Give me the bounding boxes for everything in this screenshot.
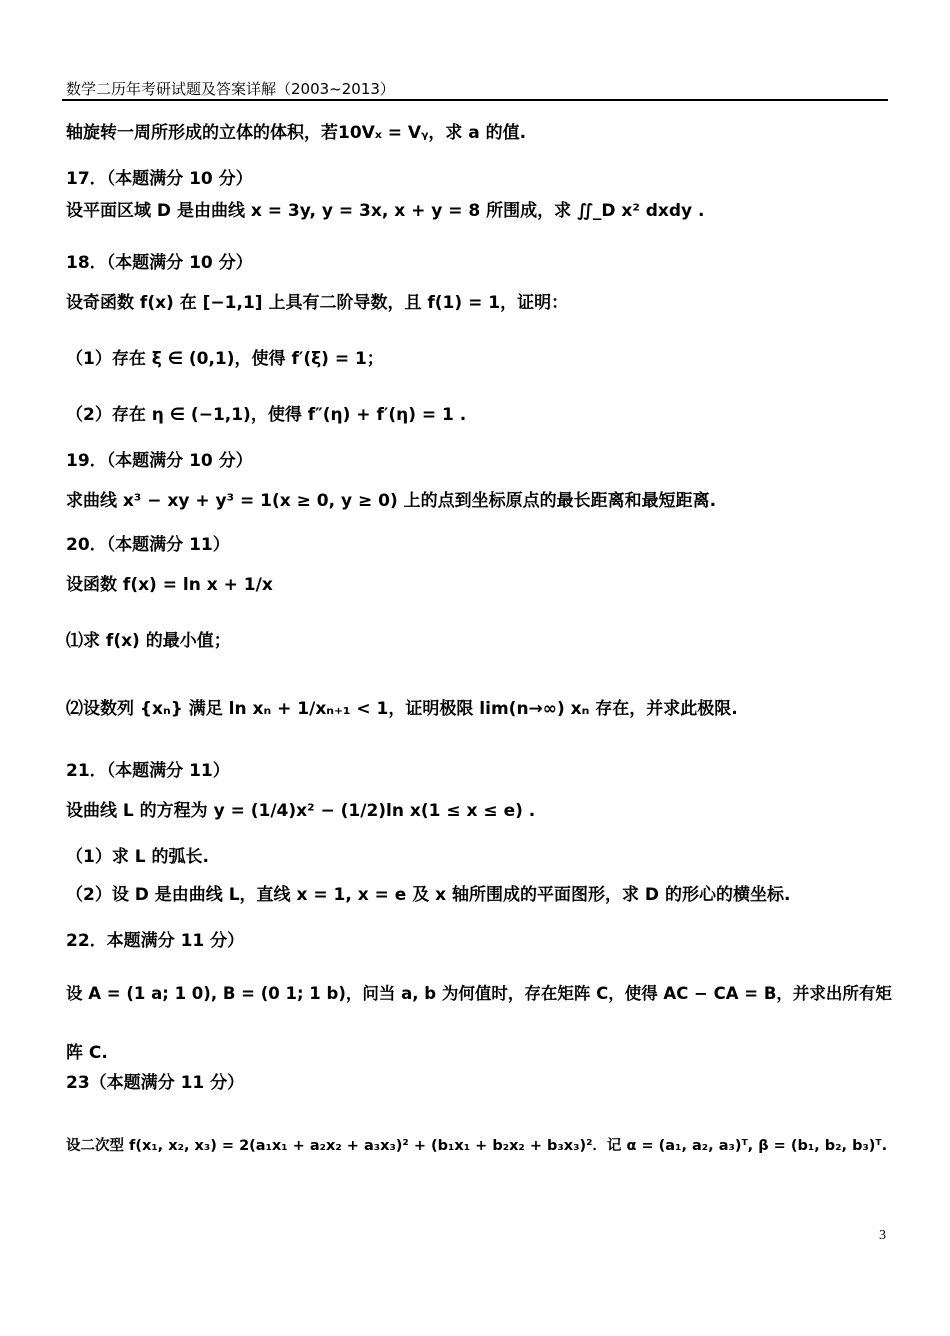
problem-21-part-1: （1）求 L 的弧长. <box>66 847 209 867</box>
problem-23-heading: 23（本题满分 11 分） <box>66 1073 245 1093</box>
problem-19-heading: 19．（本题满分 10 分） <box>66 451 253 471</box>
problem-18-heading: 18．（本题满分 10 分） <box>66 253 253 273</box>
problem-20-part-2: ⑵设数列 {xₙ} 满足 ln xₙ + 1/xₙ₊₁ < 1，证明极限 lim(n→∞) xₙ 存在，并求此极限. <box>66 699 738 719</box>
problem-16-continuation: 轴旋转一周所形成的立体的体积，若10Vₓ = Vᵧ，求 a 的值. <box>66 123 527 143</box>
problem-17-statement: 设平面区域 D 是由曲线 x = 3y, y = 3x, x + y = 8 所围成，求 ∬_D x² dxdy . <box>66 201 705 221</box>
problem-20-part-1: ⑴求 f(x) 的最小值； <box>66 631 231 651</box>
problem-20-function: 设函数 f(x) = ln x + 1/x <box>66 575 273 595</box>
problem-17-heading: 17．（本题满分 10 分） <box>66 169 253 189</box>
problem-22-statement: 设 A = (1 a; 1 0), B = (0 1; 1 b)，问当 a, b 为何值时，存在矩阵 C，使得 AC − CA = B，并求出所有矩 <box>66 984 892 1003</box>
page-number: 3 <box>879 1228 886 1243</box>
problem-22-heading: 22．本题满分 11 分） <box>66 931 245 951</box>
problem-18-part-1: （1）存在 ξ ∈ (0,1)，使得 f′(ξ) = 1； <box>66 349 384 369</box>
problem-23-statement: 设二次型 f(x₁, x₂, x₃) = 2(a₁x₁ + a₂x₂ + a₃x₃)² + (b₁x₁ + b₂x₂ + b₃x₃)²．记 α = (a₁, a₂, a₃)ᵀ, β = (b₁, b₂, b₃)ᵀ. <box>66 1138 888 1154</box>
problem-21-heading: 21．（本题满分 11） <box>66 761 230 781</box>
problem-22-statement-end: 阵 C. <box>66 1043 108 1063</box>
problem-21-statement: 设曲线 L 的方程为 y = (1/4)x² − (1/2)ln x(1 ≤ x ≤ e) . <box>66 801 536 821</box>
problem-20-heading: 20．（本题满分 11） <box>66 535 230 555</box>
problem-18-part-2: （2）存在 η ∈ (−1,1)，使得 f″(η) + f′(η) = 1 . <box>66 405 467 425</box>
header-rule <box>62 99 888 101</box>
page-header: 数学二历年考研试题及答案详解（2003~2013） <box>66 80 395 98</box>
problem-21-part-2: （2）设 D 是由曲线 L，直线 x = 1, x = e 及 x 轴所围成的平面图形，求 D 的形心的横坐标. <box>66 885 791 905</box>
problem-19-statement: 求曲线 x³ − xy + y³ = 1(x ≥ 0, y ≥ 0) 上的点到坐标原点的最长距离和最短距离. <box>66 491 717 511</box>
problem-18-statement: 设奇函数 f(x) 在 [−1,1] 上具有二阶导数，且 f(1) = 1，证明： <box>66 293 569 313</box>
